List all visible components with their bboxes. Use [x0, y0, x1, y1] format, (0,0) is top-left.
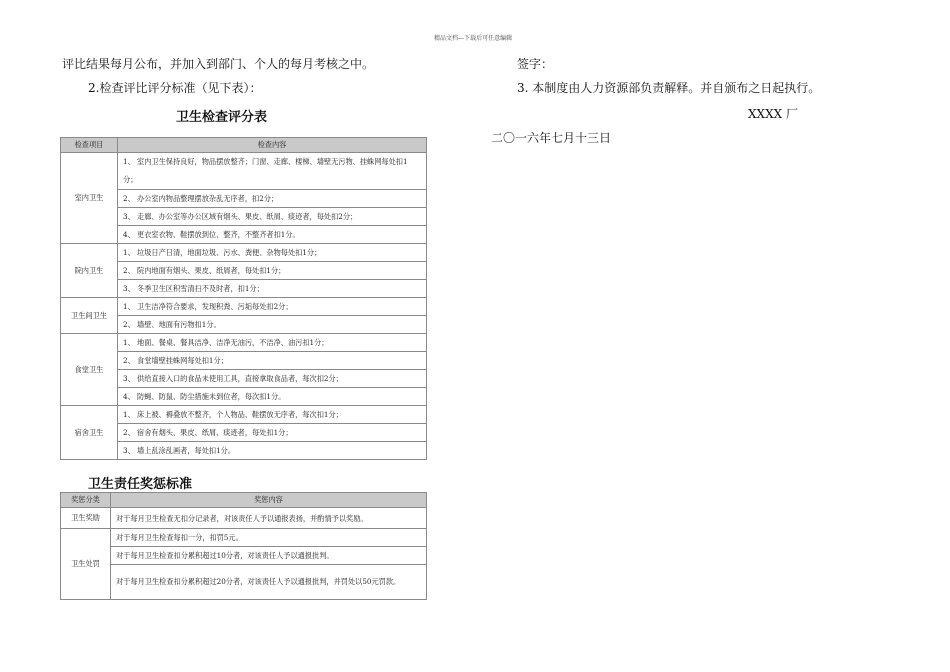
category-canteen: 食堂卫生 [61, 334, 118, 406]
table-row [61, 334, 427, 352]
intro-line: 评比结果每月公布，并加入到部门、个人的每月考核之中。 [62, 57, 375, 71]
header-content: 检查内容 [118, 138, 427, 153]
table-row [61, 529, 427, 547]
factory-name: XXXX 厂 [748, 107, 798, 121]
table-cell: 3、 冬季卫生区积雪清扫不及时者，扣1分； [118, 280, 427, 298]
table-cell: 对于每月卫生检查无扣分记录者，对该责任人予以通报表扬，并酌情予以奖励。 [111, 508, 427, 529]
table-cell: 对于每月卫生检查每扣一分，扣罚5元。 [111, 529, 427, 547]
header-category: 检查项目 [61, 138, 118, 153]
table-cell: 1、 室内卫生保持良好，物品摆放整齐；门窗、走廊、楼梯、墙壁无污物、挂蛛网每处扣1分； [118, 153, 427, 190]
point-3: 3. 本制度由人力资源部负责解释。并自颁布之日起执行。 [517, 81, 821, 95]
table-cell: 1、 垃圾日产日清，地面垃圾、污水、粪便、杂物每处扣1分； [118, 244, 427, 262]
category-penalty: 卫生处罚 [61, 529, 111, 600]
table-header-row [61, 138, 427, 153]
table-cell: 2、 院内地面有烟头、果皮、纸屑者，每处扣1分； [118, 262, 427, 280]
table-cell: 对于每月卫生检查扣分累积超过20分者，对该责任人予以通报批判，并罚处以50元罚款。 [111, 565, 427, 600]
table-cell: 对于每月卫生检查扣分累积超过10分者，对该责任人予以通报批判。 [111, 547, 427, 565]
table-row [61, 153, 427, 190]
hygiene-score-table [60, 137, 427, 460]
point-2: 2.检查评比评分标准（见下表）： [88, 81, 262, 95]
table-header-row [61, 493, 427, 508]
header-category: 奖惩分类 [61, 493, 111, 508]
table-cell: 2、 宿舍有烟头、果皮、纸屑、痰迹者，每处扣1分； [118, 424, 427, 442]
category-restroom: 卫生间卫生 [61, 298, 118, 334]
table-cell: 2、 办公室内物品整理摆放杂乱无序者，扣2分； [118, 190, 427, 208]
signature-label: 签字： [517, 57, 554, 71]
table2-title: 卫生责任奖惩标准 [88, 477, 193, 492]
category-yard: 院内卫生 [61, 244, 118, 298]
watermark-header: 精品文档---下载后可任意编辑 [434, 35, 513, 42]
table-cell: 1、 卫生洁净符合要求，发现积粪、污垢每处扣2分； [118, 298, 427, 316]
table-row [61, 565, 427, 600]
table-row [61, 298, 427, 316]
category-indoor: 室内卫生 [61, 153, 118, 244]
reward-penalty-table [60, 492, 427, 600]
table-cell: 1、 地面、餐桌、餐具洁净、洁净无油污，不洁净、油污扣1分； [118, 334, 427, 352]
header-content: 奖惩内容 [111, 493, 427, 508]
table-cell: 2、 墙壁、地面有污物扣1分。 [118, 316, 427, 334]
document-date: 二〇一六年七月十三日 [491, 131, 612, 145]
table-cell: 3、 走廊、办公室等办公区域有烟头、果皮、纸屑、痰迹者，每处扣2分； [118, 208, 427, 226]
table-cell: 3、 供给直接入口的食品未使用工具，直接拿取食品者，每次扣2分； [118, 370, 427, 388]
category-reward: 卫生奖励 [61, 508, 111, 529]
table-cell: 4、 更衣室衣物、鞋摆放到位、整齐，不整齐者扣1分。 [118, 226, 427, 244]
table-row [61, 244, 427, 262]
table-cell: 1、 床上被、褥叠放不整齐，个人物品、鞋摆放无序者，每次扣1分； [118, 406, 427, 424]
category-dormitory: 宿舍卫生 [61, 406, 118, 460]
table-row [61, 406, 427, 424]
table-cell: 4、 防蝇、防鼠、防尘措施未到位者，每次扣1分。 [118, 388, 427, 406]
table-cell: 3、 墙上乱涂乱画者，每处扣1分。 [118, 442, 427, 460]
table-cell: 2、 食堂墙壁挂蛛网每处扣1分； [118, 352, 427, 370]
table-row [61, 508, 427, 529]
table1-title: 卫生检查评分表 [176, 110, 268, 125]
table-row [61, 547, 427, 565]
